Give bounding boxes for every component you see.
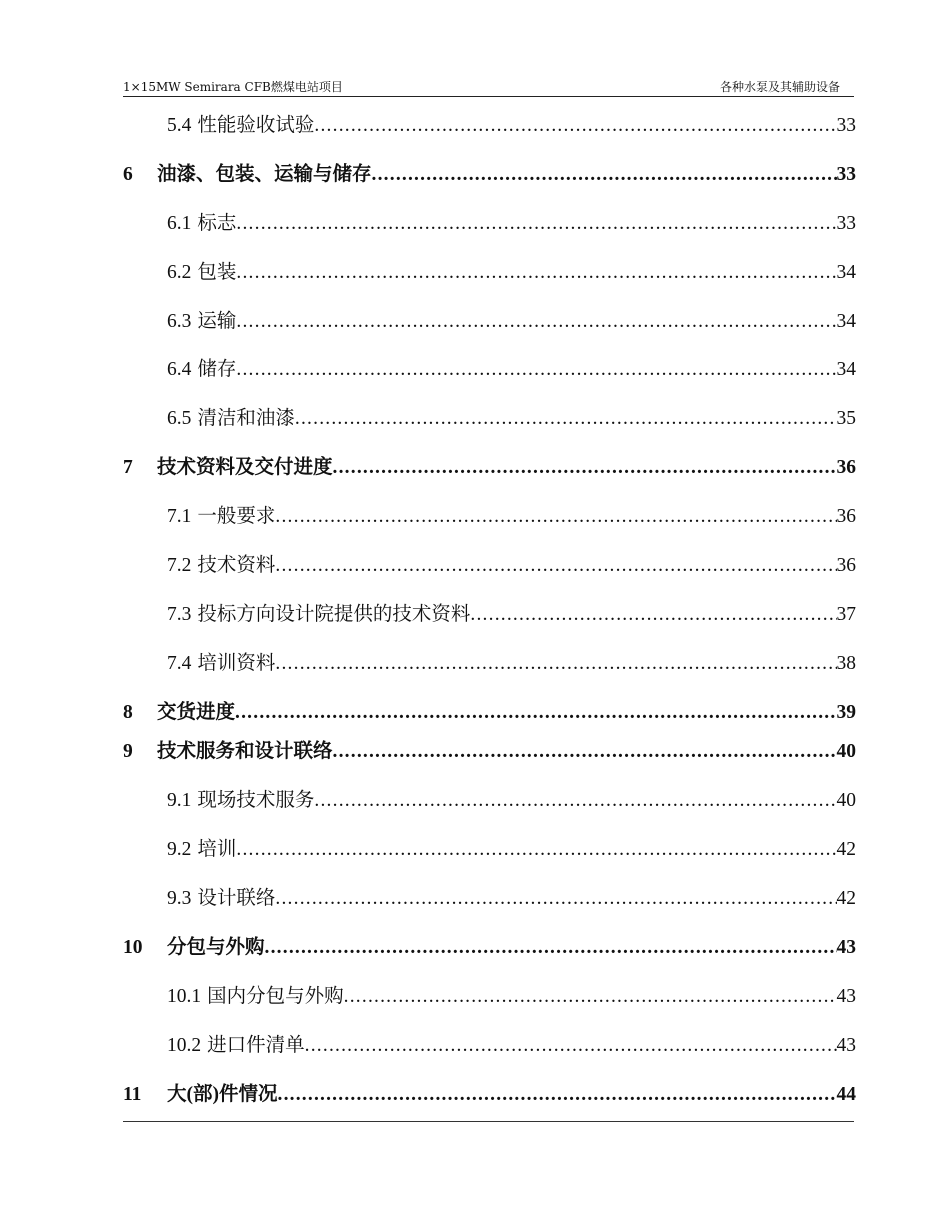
toc-dot-leader <box>278 1082 837 1108</box>
toc-entry-title: 技术服务和设计联络 <box>157 741 333 762</box>
toc-entry-title: 投标方向设计院提供的技术资料 <box>197 604 471 625</box>
toc-entry-6-4[interactable] <box>167 357 856 383</box>
toc-entry-8[interactable] <box>123 700 856 726</box>
toc-entry-number: 7.4 <box>167 653 192 674</box>
footer-divider <box>123 1121 854 1122</box>
toc-entry-page: 36 <box>836 555 856 576</box>
toc-entry-title: 培训资料 <box>197 653 276 674</box>
toc-dot-leader <box>333 739 837 765</box>
toc-entry-6-2[interactable] <box>167 260 856 286</box>
toc-entry-title: 性能验收试验 <box>197 115 315 136</box>
toc-entry-page: 34 <box>836 359 856 380</box>
toc-entry-6-1[interactable] <box>167 211 856 237</box>
toc-entry-6-3[interactable] <box>167 309 856 335</box>
toc-entry-10-2[interactable] <box>167 1033 856 1059</box>
toc-entry-number: 11 <box>123 1084 142 1105</box>
toc-entry-number: 6.4 <box>167 359 192 380</box>
toc-dot-leader <box>295 406 837 432</box>
toc-entry-9[interactable] <box>123 739 856 765</box>
toc-entry-title: 油漆、包装、运输与储存 <box>157 164 372 185</box>
toc-dot-leader <box>236 211 836 237</box>
toc-entry-title: 培训 <box>197 839 237 860</box>
toc-entry-page: 43 <box>836 1035 856 1056</box>
toc-dot-leader <box>314 788 836 814</box>
toc-entry-5-4[interactable] <box>167 113 856 139</box>
toc-entry-title: 大(部)件情况 <box>167 1084 278 1105</box>
toc-entry-number: 9.3 <box>167 888 192 909</box>
toc-entry-7[interactable] <box>123 455 856 481</box>
toc-entry-9-1[interactable] <box>167 788 856 814</box>
header-project-title: 1×15MW Semirara CFB燃煤电站项目 <box>123 80 343 94</box>
toc-entry-page: 35 <box>836 408 856 429</box>
toc-entry-number: 6.1 <box>167 213 192 234</box>
toc-entry-10[interactable] <box>123 935 856 961</box>
toc-entry-title: 设计联络 <box>197 888 276 909</box>
toc-entry-number: 7 <box>123 457 133 478</box>
toc-entry-title: 进口件清单 <box>207 1035 305 1056</box>
toc-dot-leader <box>235 700 836 726</box>
toc-entry-page: 34 <box>836 262 856 283</box>
toc-entry-page: 42 <box>836 888 856 909</box>
toc-dot-leader <box>314 113 836 139</box>
toc-dot-leader <box>275 553 836 579</box>
toc-entry-page: 37 <box>836 604 856 625</box>
toc-entry-title: 运输 <box>197 311 237 332</box>
toc-entry-6[interactable] <box>123 162 856 188</box>
toc-entry-page: 36 <box>836 457 856 478</box>
toc-entry-number: 9.2 <box>167 839 192 860</box>
toc-dot-leader <box>236 837 836 863</box>
toc-entry-6-5[interactable] <box>167 406 856 432</box>
toc-dot-leader <box>265 935 837 961</box>
toc-dot-leader <box>236 357 836 383</box>
toc-entry-11[interactable] <box>123 1082 856 1108</box>
toc-entry-title: 交货进度 <box>157 702 236 723</box>
toc-entry-7-1[interactable] <box>167 504 856 530</box>
toc-dot-leader <box>333 455 837 481</box>
toc-entry-7-2[interactable] <box>167 553 856 579</box>
toc-entry-page: 39 <box>836 702 856 723</box>
toc-entry-number: 6 <box>123 164 133 185</box>
toc-entry-title: 技术资料 <box>197 555 276 576</box>
toc-entry-number: 10.1 <box>167 986 202 1007</box>
toc-entry-page: 42 <box>836 839 856 860</box>
toc-entry-title: 储存 <box>197 359 237 380</box>
toc-entry-number: 6.3 <box>167 311 192 332</box>
toc-dot-leader <box>236 260 836 286</box>
toc-entry-number: 9 <box>123 741 133 762</box>
toc-entry-title: 现场技术服务 <box>197 790 315 811</box>
page-header <box>123 78 854 97</box>
toc-entry-title: 一般要求 <box>197 506 276 527</box>
toc-entry-title: 分包与外购 <box>167 937 265 958</box>
toc-entry-title: 清洁和油漆 <box>197 408 295 429</box>
toc-entry-7-3[interactable] <box>167 602 856 628</box>
toc-entry-page: 38 <box>836 653 856 674</box>
toc-entry-number: 6.5 <box>167 408 192 429</box>
toc-entry-page: 36 <box>836 506 856 527</box>
toc-entry-page: 34 <box>836 311 856 332</box>
toc-entry-page: 33 <box>836 213 856 234</box>
toc-entry-9-3[interactable] <box>167 886 856 912</box>
toc-dot-leader <box>372 162 837 188</box>
toc-dot-leader <box>236 309 836 335</box>
toc-dot-leader <box>470 602 836 628</box>
toc-dot-leader <box>275 651 836 677</box>
header-section-title: 各种水泵及其辅助设备 <box>719 80 840 94</box>
toc-entry-number: 10.2 <box>167 1035 202 1056</box>
toc-entry-title: 技术资料及交付进度 <box>157 457 333 478</box>
toc-entry-page: 43 <box>836 986 856 1007</box>
toc-entry-number: 8 <box>123 702 133 723</box>
toc-entry-page: 33 <box>836 164 856 185</box>
toc-entry-page: 40 <box>836 790 856 811</box>
toc-dot-leader <box>275 504 836 530</box>
toc-entry-page: 44 <box>836 1084 856 1105</box>
toc-entry-9-2[interactable] <box>167 837 856 863</box>
toc-entry-title: 标志 <box>197 213 237 234</box>
toc-entry-7-4[interactable] <box>167 651 856 677</box>
toc-dot-leader <box>344 984 837 1010</box>
toc-entry-number: 10 <box>123 937 143 958</box>
toc-entry-number: 7.3 <box>167 604 192 625</box>
toc-dot-leader <box>305 1033 837 1059</box>
toc-entry-number: 9.1 <box>167 790 192 811</box>
toc-entry-page: 43 <box>836 937 856 958</box>
toc-entry-page: 33 <box>836 115 856 136</box>
toc-entry-title: 包装 <box>197 262 237 283</box>
toc-entry-number: 6.2 <box>167 262 192 283</box>
toc-entry-number: 7.1 <box>167 506 192 527</box>
toc-dot-leader <box>275 886 836 912</box>
toc-entry-page: 40 <box>836 741 856 762</box>
toc-entry-title: 国内分包与外购 <box>207 986 344 1007</box>
toc-entry-number: 5.4 <box>167 115 192 136</box>
toc-entry-10-1[interactable] <box>167 984 856 1010</box>
toc-entry-number: 7.2 <box>167 555 192 576</box>
